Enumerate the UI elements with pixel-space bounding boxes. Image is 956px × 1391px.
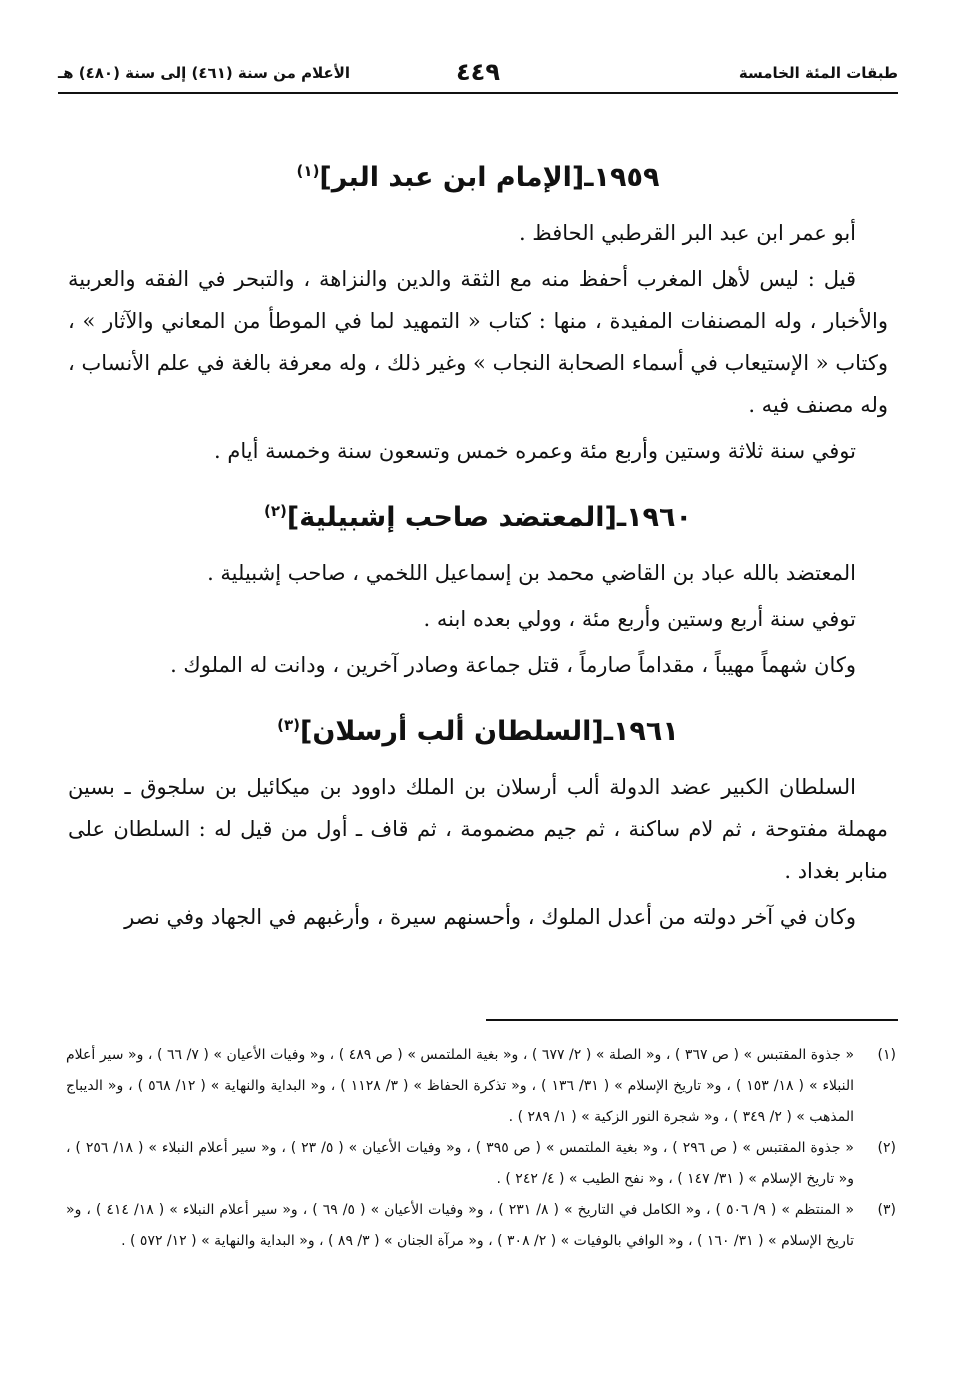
paragraph: توفي سنة ثلاثة وستين وأربع مئة وعمره خمس وتسعون سنة وخمسة أيام . [213,439,856,463]
main-text [68,140,888,964]
paragraph: وكان في آخر دولته من أعدل الملوك ، وأحسنهم سيرة ، وأرغبهم في الجهاد وفي نصر [124,905,856,929]
header-chapter-title: الأعلام من سنة (٤٦١) إلى سنة (٤٨٠) هـ [58,64,351,82]
paragraph: السلطان الكبير عضد الدولة ألب أرسلان بن الملك داوود بن ميكائيل بن سلجوق ـ بسين مهملة مفتوحة ، ثم لام ساكنة ، ثم جيم مضمومة ، ثم قاف ـ أول من قيل له : السلطان على منابر بغداد . [68,775,888,883]
entry-title: [الإمام ابن عبد البر] [319,162,585,193]
entry-heading: ١٩٥٩ـ[الإمام ابن عبد البر]$^{(١)}$ [296,162,660,193]
running-header [58,58,898,92]
entry-title: [المعتضد صاحب إشبيلية] [286,502,617,533]
entry-1959 [68,158,888,472]
entry-heading: ١٩٦١ـ[السلطان ألب أرسلان]$^{(٣)}$ [277,716,679,747]
footnote-reference[interactable]: (١) [296,162,320,180]
footnote-number: (١) [877,1047,896,1063]
entry-heading: ١٩٦٠ـ[المعتضد صاحب إشبيلية]$^{(٢)}$ [263,502,692,533]
footnote-reference[interactable]: (٢) [263,502,287,520]
paragraph: المعتضد بالله عباد بن القاضي محمد بن إسماعيل اللخمي ، صاحب إشبيلية . [207,561,856,585]
header-divider [58,92,898,94]
footnote-text: « جذوة المقتبس » ( ص ٢٩٦ ) ، و« بغية الملتمس » ( ص ٣٩٥ ) ، و« وفيات الأعيان » ( ٥/ ٢٣ ) ، و« سير أعلام النبلاء » ( ١٨/ ٢٥٦ ) ، و« تاريخ الإسلام » ( ٣١/ ١٤٧ ) ، و« نفح الطيب » ( ٤/ ٢٤٢ ) . [66,1140,854,1187]
footnote-reference[interactable]: (٣) [277,716,300,734]
entry-number: ١٩٥٩ [593,162,660,193]
paragraph: توفي سنة أربع وستين وأربع مئة ، وولي بعده ابنه . [423,607,856,631]
page-number: ٤٤٩ [456,58,500,86]
footnote-number: (٣) [877,1202,896,1218]
entry-1961 [68,712,888,938]
entry-number: ١٩٦١ [612,716,679,747]
footnote-number: (٢) [877,1140,896,1156]
entry-title: [السلطان ألب أرسلان] [299,716,604,747]
footnote-item [66,1040,896,1133]
footnote-text: « جذوة المقتبس » ( ص ٣٦٧ ) ، و« الصلة » ( ٢/ ٦٧٧ ) ، و« بغية الملتمس » ( ص ٤٨٩ ) ، و« وفيات الأعيان » ( ٧/ ٦٦ ) ، و« سير أعلام النبلاء » ( ١٨/ ١٥٣ ) ، و« تاريخ الإسلام » ( ٣١/ ١٣٦ ) ، و« تذكرة الحفاظ » ( ٣/ ١١٢٨ ) ، و« البداية والنهاية » ( ١٢/ ٥٦٨ ) ، و« الديباج المذهب » ( ٢/ ٣٤٩ ) ، و« شجرة النور الزكية » ( ١/ ٢٨٩ ) . [66,1047,855,1125]
paragraph: قيل : ليس لأهل المغرب أحفظ منه مع الثقة والدين والنزاهة ، والتبحر في الفقه والعربية والأخبار ، وله المصنفات المفيدة ، منها : كتاب « التمهيد لما في الموطأ من المعاني والآثار » ، وكتاب « الإستيعاب في أسماء الصحابة النجاب » وغير ذلك ، وله معرفة بالغة في علم الأنساب ، وله مصنف فيه . [68,267,888,417]
footnote-item [66,1133,896,1195]
footnote-text: « المنتظم » ( ٩/ ٥٠٦ ) ، و« الكامل في التاريخ » ( ٨/ ٢٣١ ) ، و« وفيات الأعيان » ( ٥/ ٦٩ ) ، و« سير أعلام النبلاء » ( ١٨/ ٤١٤ ) ، و« تاريخ الإسلام » ( ٣١/ ١٦٠ ) ، و« الوافي بالوفيات » ( ٢/ ٣٠٨ ) ، و« مرآة الجنان » ( ٣/ ٨٩ ) ، و« البداية والنهاية » ( ١٢/ ٥٧٢ ) . [66,1202,855,1249]
paragraph: وكان شهماً مهيباً ، مقداماً صارماً ، قتل جماعة وصادر آخرين ، ودانت له الملوك . [170,653,856,677]
entry-number: ١٩٦٠ [626,502,692,533]
paragraph: أبو عمر ابن عبد البر القرطبي الحافظ . [518,221,856,245]
entry-1960 [68,498,888,686]
footnote-divider [486,1019,898,1021]
footnote-item [66,1195,896,1257]
footnotes [66,1040,896,1257]
header-section-title: طبقات المئة الخامسة [738,64,898,82]
